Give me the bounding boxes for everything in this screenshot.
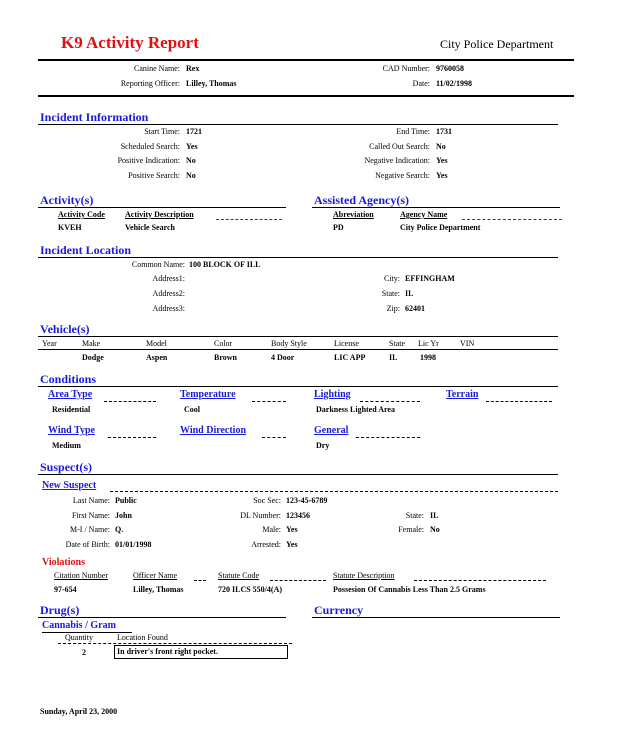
dob-label: Date of Birth: <box>65 540 110 549</box>
canine-name-label: Canine Name: <box>134 64 180 73</box>
common-name-value: 100 BLOCK OF ILL <box>189 260 261 269</box>
male-label: Male: <box>262 525 281 534</box>
activities-rule <box>38 207 286 208</box>
city-label: City: <box>383 274 400 283</box>
statute-desc-value: Possesion Of Cannabis Less Than 2.5 Grams <box>333 585 486 594</box>
activities-heading: Activity(s) <box>40 193 94 207</box>
scheduled-search-value: Yes <box>186 142 198 151</box>
incident-info-heading: Incident Information <box>40 110 149 124</box>
vehicle-state-value: IL <box>389 353 398 362</box>
suspects-rule <box>38 474 558 475</box>
vehicle-col-make: Make <box>82 339 101 348</box>
wind-type-dash <box>108 437 156 438</box>
vehicle-license-value: LIC APP <box>334 353 366 362</box>
date-label: Date: <box>412 79 430 88</box>
temperature-label: Temperature <box>180 389 236 400</box>
drug-qty-value: 2 <box>82 648 86 657</box>
footer-date: Sunday, April 23, 2000 <box>40 707 118 716</box>
vehicle-col-license: License <box>334 339 359 348</box>
lighting-value: Darkness Lighted Area <box>316 405 395 414</box>
incident-info-rule <box>38 124 558 125</box>
statute-header-dash <box>270 580 326 581</box>
positive-search-label: Positive Search: <box>128 171 180 180</box>
first-name-value: John <box>115 511 132 520</box>
department-name: City Police Department <box>440 37 554 51</box>
header-bottom-rule <box>38 95 574 97</box>
called-out-search-label: Called Out Search: <box>369 142 430 151</box>
city-value: EFFINGHAM <box>405 274 455 283</box>
end-time-label: End Time: <box>396 127 430 136</box>
area-type-dash <box>104 401 156 402</box>
wind-type-label: Wind Type <box>48 425 95 436</box>
last-name-label: Last Name: <box>72 496 110 505</box>
agency-abbr-value: PD <box>333 223 344 232</box>
arrested-value: Yes <box>286 540 298 549</box>
terrain-dash <box>486 401 552 402</box>
female-value: No <box>430 525 440 534</box>
violations-heading: Violations <box>42 557 85 568</box>
officer-header: Officer Name <box>133 571 178 580</box>
positive-indication-value: No <box>186 156 196 165</box>
arrested-label: Arrested: <box>251 540 281 549</box>
general-value: Dry <box>316 441 330 450</box>
officer-value: Lilley, Thomas <box>133 585 184 594</box>
assisted-agency-rule <box>312 207 560 208</box>
dob-value: 01/01/1998 <box>115 540 152 549</box>
header-top-rule <box>38 59 574 61</box>
agency-name-value: City Police Department <box>400 223 481 232</box>
drug-qty-header: Quantity <box>65 633 93 642</box>
vehicle-color-value: Brown <box>214 353 237 362</box>
vehicle-col-lic-yr: Lic Yr <box>418 339 439 348</box>
wind-direction-label: Wind Direction <box>180 425 247 436</box>
agency-name-header: Agency Name <box>400 210 448 219</box>
general-label: General <box>314 425 349 436</box>
temperature-dash <box>252 401 286 402</box>
drug-loc-value: In driver's front right pocket. <box>117 647 218 656</box>
suspect-state-label: State: <box>405 511 424 520</box>
new-suspect-label: New Suspect <box>42 480 97 491</box>
negative-search-value: Yes <box>436 171 448 180</box>
mi-label: M-I / Name: <box>70 525 110 534</box>
positive-indication-label: Positive Indication: <box>117 156 180 165</box>
activity-desc-header: Activity Description <box>125 210 194 219</box>
vehicle-body-style-value: 4 Door <box>271 353 295 362</box>
temperature-value: Cool <box>184 405 200 414</box>
report-title: K9 Activity Report <box>61 33 199 52</box>
vehicle-col-color: Color <box>214 339 233 348</box>
end-time-value: 1731 <box>436 127 452 136</box>
mi-value: Q. <box>115 525 124 534</box>
wind-type-value: Medium <box>52 441 81 450</box>
start-time-label: Start Time: <box>144 127 180 136</box>
new-suspect-dash <box>110 491 558 492</box>
ssn-label: Soc Sec: <box>253 496 281 505</box>
start-time-value: 1721 <box>186 127 202 136</box>
ssn-value: 123-45-6789 <box>286 496 328 505</box>
drugs-heading: Drug(s) <box>40 603 80 617</box>
activity-code-value: KVEH <box>58 223 82 232</box>
vehicles-rule <box>38 336 558 337</box>
statute-desc-header: Statute Description <box>333 571 395 580</box>
incident-location-rule <box>38 257 558 258</box>
vehicle-lic-yr-value: 1998 <box>420 353 436 362</box>
drug-header-dash <box>58 643 292 644</box>
vehicles-heading: Vehicle(s) <box>40 322 90 336</box>
zip-value: 62401 <box>405 304 425 313</box>
location-state-value: IL <box>405 289 414 298</box>
drug-type-label: Cannabis / Gram <box>42 620 116 631</box>
cad-number-label: CAD Number: <box>382 64 430 73</box>
location-state-label: State: <box>381 289 400 298</box>
agency-header-dash <box>462 219 562 220</box>
reporting-officer-label: Reporting Officer: <box>120 79 180 88</box>
drug-loc-header: Location Found <box>117 633 168 642</box>
citation-header: Citation Number <box>54 571 108 580</box>
canine-name-value: Rex <box>186 64 200 73</box>
scheduled-search-label: Scheduled Search: <box>120 142 180 151</box>
activity-header-dash <box>216 219 282 220</box>
vehicle-col-year: Year <box>42 339 57 348</box>
cad-number-value: 9760058 <box>436 64 464 73</box>
activity-desc-value: Vehicle Search <box>125 223 175 232</box>
conditions-rule <box>38 386 558 387</box>
drugs-rule <box>38 617 286 618</box>
vehicle-make-value: Dodge <box>82 353 104 362</box>
wind-direction-dash <box>262 437 286 438</box>
officer-header-dash <box>194 580 206 581</box>
terrain-label: Terrain <box>446 389 479 400</box>
called-out-search-value: No <box>436 142 446 151</box>
statute-desc-header-dash <box>414 580 546 581</box>
assisted-agency-heading: Assisted Agency(s) <box>314 193 409 207</box>
vehicle-col-body-style: Body Style <box>271 339 307 348</box>
lighting-dash <box>360 401 420 402</box>
negative-search-label: Negative Search: <box>375 171 430 180</box>
negative-indication-value: Yes <box>436 156 448 165</box>
agency-abbr-header: Abreviation <box>333 210 374 219</box>
area-type-label: Area Type <box>48 389 93 400</box>
activity-code-header: Activity Code <box>58 210 105 219</box>
dl-value: 123456 <box>286 511 310 520</box>
first-name-label: First Name: <box>72 511 110 520</box>
vehicle-col-state: State <box>389 339 405 348</box>
incident-location-heading: Incident Location <box>40 243 132 257</box>
currency-rule <box>312 617 560 618</box>
address2-label: Address2: <box>152 289 185 298</box>
negative-indication-label: Negative Indication: <box>364 156 430 165</box>
vehicles-header-rule <box>38 349 558 350</box>
address3-label: Address3: <box>152 304 185 313</box>
statute-header: Statute Code <box>218 571 260 580</box>
vehicle-col-model: Model <box>146 339 167 348</box>
date-value: 11/02/1998 <box>436 79 473 88</box>
male-value: Yes <box>286 525 298 534</box>
citation-value: 97-654 <box>54 585 77 594</box>
last-name-value: Public <box>115 496 137 505</box>
area-type-value: Residential <box>52 405 91 414</box>
currency-heading: Currency <box>314 603 364 617</box>
female-label: Female: <box>398 525 424 534</box>
lighting-label: Lighting <box>314 389 351 400</box>
common-name-label: Common Name: <box>131 260 185 269</box>
reporting-officer-value: Lilley, Thomas <box>186 79 237 88</box>
address1-label: Address1: <box>152 274 185 283</box>
vehicle-model-value: Aspen <box>146 353 168 362</box>
positive-search-value: No <box>186 171 196 180</box>
conditions-heading: Conditions <box>40 372 97 386</box>
suspects-heading: Suspect(s) <box>40 460 93 474</box>
dl-label: DL Number: <box>240 511 281 520</box>
zip-label: Zip: <box>386 304 400 313</box>
statute-value: 720 ILCS 550/4(A) <box>218 585 283 594</box>
general-dash <box>356 437 420 438</box>
vehicle-col-vin: VIN <box>460 339 475 348</box>
suspect-state-value: IL <box>430 511 439 520</box>
